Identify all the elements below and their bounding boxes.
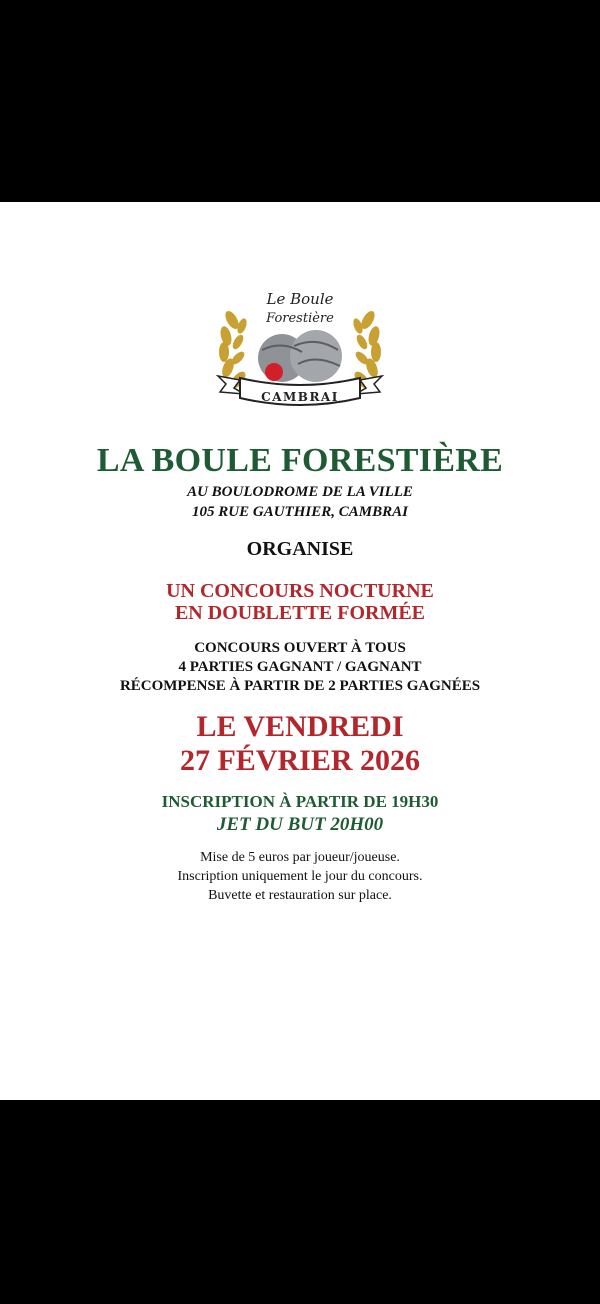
club-logo [210, 280, 390, 414]
logo-script-line1: Le Boule [266, 290, 334, 308]
address-line1: AU BOULODROME DE LA VILLE [187, 484, 413, 500]
top-black-bar [0, 0, 600, 202]
rule-line: RÉCOMPENSE À PARTIR DE 2 PARTIES GAGNÉES [119, 678, 481, 694]
event-line1: UN CONCOURS NOCTURNE [166, 580, 434, 602]
date-line2: 27 FÉVRIER 2026 [179, 744, 420, 777]
inscription-time: INSCRIPTION À PARTIR DE 19H30 [161, 792, 439, 811]
bottom-black-bar [0, 1100, 600, 1304]
logo-script-line2: Forestière [266, 311, 334, 326]
rule-line: CONCOURS OUVERT À TOUS [194, 640, 406, 656]
petanque-balls-icon [258, 330, 342, 382]
info-line: Inscription uniquement le jour du concours. [177, 869, 423, 884]
date-line1: LE VENDREDI [196, 710, 404, 743]
logo-banner-text: CAMBRAI [261, 390, 339, 404]
jet-du-but-time: JET DU BUT 20H00 [216, 814, 384, 835]
poster-title: LA BOULE FORESTIÈRE [96, 442, 504, 479]
info-line: Buvette et restauration sur place. [208, 888, 392, 903]
event-poster [0, 202, 600, 1100]
address-line2: 105 RUE GAUTHIER, CAMBRAI [192, 504, 408, 520]
info-line: Mise de 5 euros par joueur/joueuse. [200, 850, 400, 865]
rule-line: 4 PARTIES GAGNANT / GAGNANT [178, 659, 422, 675]
organise-label: ORGANISE [246, 538, 354, 560]
event-line2: EN DOUBLETTE FORMÉE [174, 602, 426, 624]
cambrai-banner [218, 376, 382, 405]
